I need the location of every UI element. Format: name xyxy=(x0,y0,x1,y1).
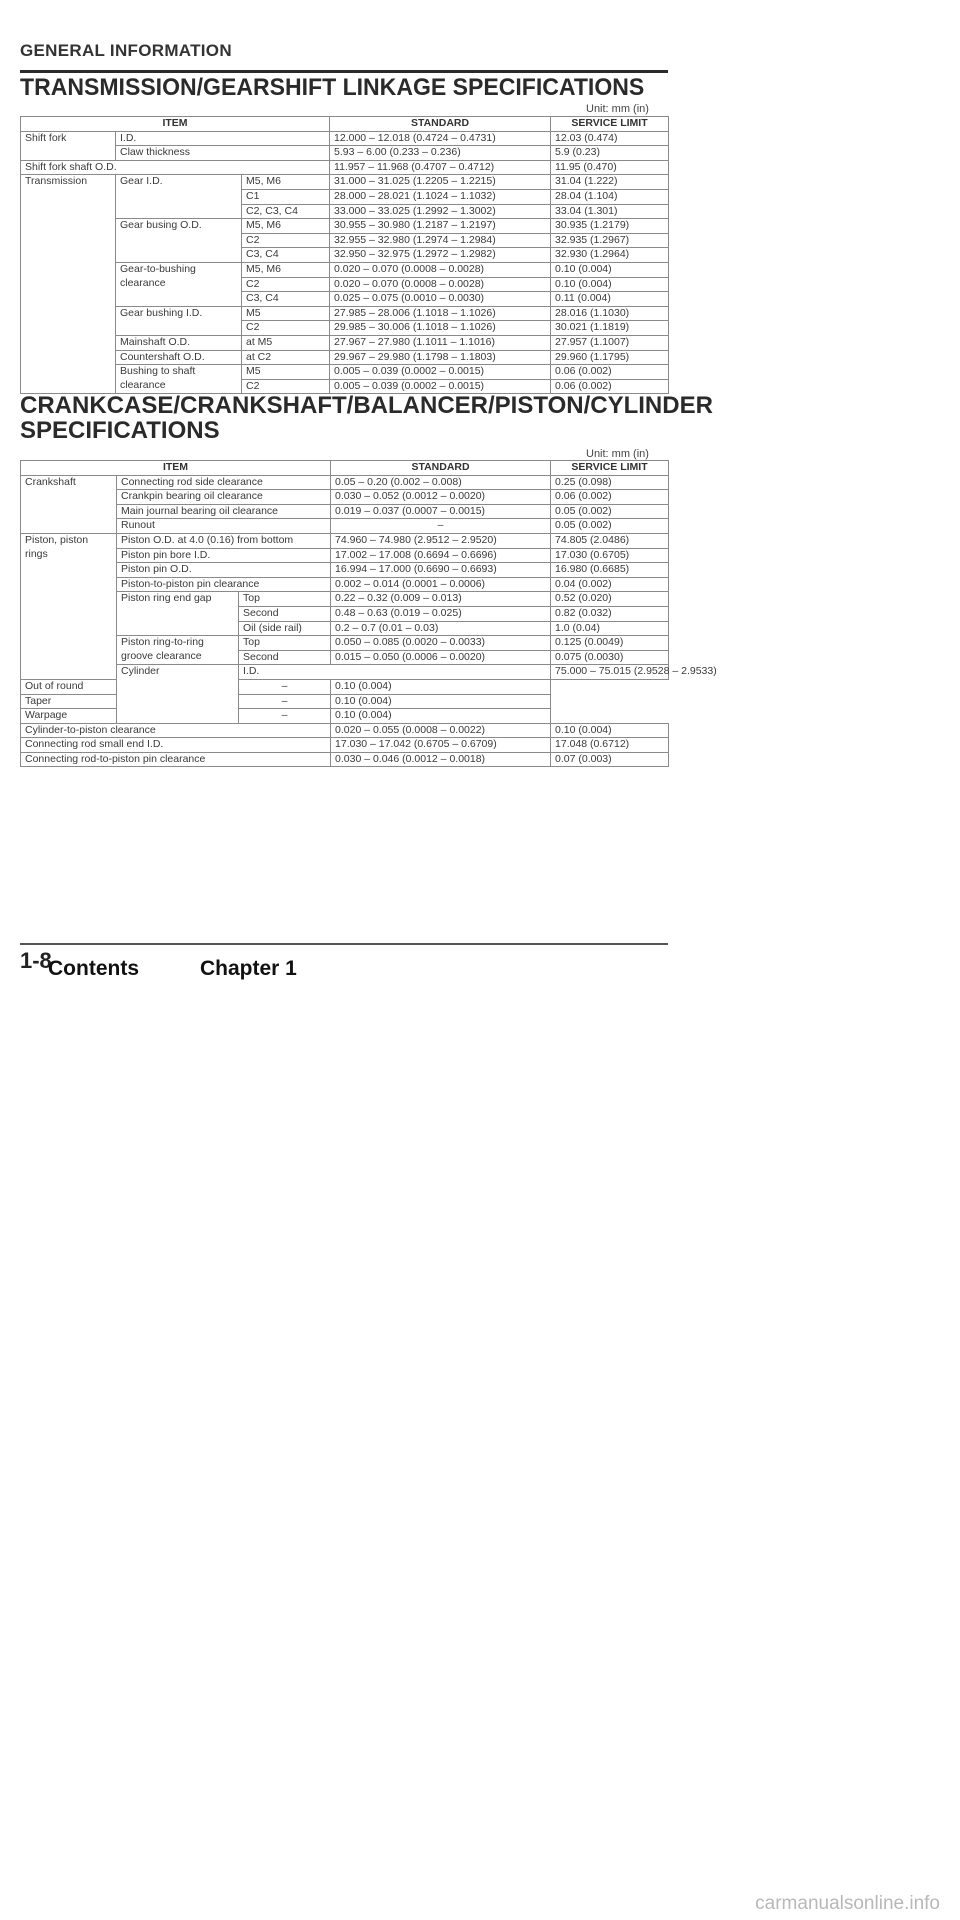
standard-cell: 16.994 – 17.000 (0.6690 – 0.6693) xyxy=(331,563,551,578)
table-row xyxy=(21,665,669,680)
standard-cell: 11.957 – 11.968 (0.4707 – 0.4712) xyxy=(330,160,551,175)
standard-cell: 0.025 – 0.075 (0.0010 – 0.0030) xyxy=(330,292,551,307)
item-cell: Connecting rod-to-piston pin clearance xyxy=(21,752,331,767)
table-header-row xyxy=(21,461,669,476)
standard-cell: 0.22 – 0.32 (0.009 – 0.013) xyxy=(331,592,551,607)
limit-cell: 5.9 (0.23) xyxy=(551,146,669,161)
item-cell: Gear busing O.D. xyxy=(116,219,242,263)
table-row xyxy=(21,131,669,146)
unit-label: Unit: mm (in) xyxy=(586,103,649,115)
standard-cell: 0.050 – 0.085 (0.0020 – 0.0033) xyxy=(331,636,551,651)
item-cell: Countershaft O.D. xyxy=(116,350,242,365)
item-cell: Shift fork shaft O.D. xyxy=(21,160,330,175)
standard-cell: 0.020 – 0.070 (0.0008 – 0.0028) xyxy=(330,277,551,292)
standard-cell: 32.950 – 32.975 (1.2972 – 1.2982) xyxy=(330,248,551,263)
table-row xyxy=(21,723,669,738)
limit-cell: 0.10 (0.004) xyxy=(551,262,669,277)
limit-cell: 16.980 (0.6685) xyxy=(551,563,669,578)
limit-cell: 0.10 (0.004) xyxy=(331,694,551,709)
limit-cell: 0.52 (0.020) xyxy=(551,592,669,607)
standard-cell: – xyxy=(331,519,551,534)
standard-cell: 5.93 – 6.00 (0.233 – 0.236) xyxy=(330,146,551,161)
chapter-link[interactable]: Chapter 1 xyxy=(200,957,297,980)
limit-cell: 32.930 (1.2964) xyxy=(551,248,669,263)
standard-cell: 17.030 – 17.042 (0.6705 – 0.6709) xyxy=(331,738,551,753)
watermark: carmanualsonline.info xyxy=(755,1893,940,1914)
limit-cell: 0.82 (0.032) xyxy=(551,606,669,621)
item-cell: Taper xyxy=(21,694,239,709)
standard-cell: 0.020 – 0.070 (0.0008 – 0.0028) xyxy=(330,262,551,277)
item-cell: Gear I.D. xyxy=(116,175,242,219)
unit-label: Unit: mm (in) xyxy=(586,448,649,460)
limit-cell: 31.04 (1.222) xyxy=(551,175,669,190)
standard-cell: 30.955 – 30.980 (1.2187 – 1.2197) xyxy=(330,219,551,234)
item-cell: Piston ring-to-ring groove clearance xyxy=(117,636,239,665)
row-group-label: Crankshaft xyxy=(21,475,117,533)
limit-cell: 0.10 (0.004) xyxy=(331,679,551,694)
standard-cell: 28.000 – 28.021 (1.1024 – 1.1032) xyxy=(330,189,551,204)
contents-link[interactable]: Contents xyxy=(48,957,139,980)
standard-cell: 0.030 – 0.052 (0.0012 – 0.0020) xyxy=(331,490,551,505)
limit-cell: 0.07 (0.003) xyxy=(551,752,669,767)
table-row xyxy=(21,533,669,548)
sub-item-cell: M5, M6 xyxy=(242,219,330,234)
sub-item-cell: M5 xyxy=(242,365,330,380)
item-cell: Piston pin bore I.D. xyxy=(117,548,331,563)
limit-cell: 0.10 (0.004) xyxy=(551,723,669,738)
table-row xyxy=(21,146,669,161)
standard-cell: 0.002 – 0.014 (0.0001 – 0.0006) xyxy=(331,577,551,592)
item-cell: Mainshaft O.D. xyxy=(116,335,242,350)
limit-cell: 0.06 (0.002) xyxy=(551,365,669,380)
table-row xyxy=(21,365,669,380)
table-row xyxy=(21,475,669,490)
standard-cell: 0.2 – 0.7 (0.01 – 0.03) xyxy=(331,621,551,636)
row-group-label: Shift fork xyxy=(21,131,116,160)
sub-item-cell: Second xyxy=(239,650,331,665)
sub-item-cell: Oil (side rail) xyxy=(239,621,331,636)
sub-item-cell: Top xyxy=(239,592,331,607)
table-row xyxy=(21,752,669,767)
standard-cell: 75.000 – 75.015 (2.9528 – 2.9533) xyxy=(551,665,669,680)
limit-cell: 0.10 (0.004) xyxy=(551,277,669,292)
item-cell: Piston ring end gap xyxy=(117,592,239,636)
item-cell: Connecting rod side clearance xyxy=(117,475,331,490)
standard-cell: 27.967 – 27.980 (1.1011 – 1.1016) xyxy=(330,335,551,350)
item-cell: Claw thickness xyxy=(116,146,330,161)
column-header-standard: STANDARD xyxy=(330,117,551,132)
limit-cell: 0.125 (0.0049) xyxy=(551,636,669,651)
table-row xyxy=(21,519,669,534)
table-row xyxy=(21,679,669,694)
limit-cell: 0.06 (0.002) xyxy=(551,490,669,505)
page-title: TRANSMISSION/GEARSHIFT LINKAGE SPECIFICATIONS xyxy=(20,74,645,101)
crankcase-spec-table xyxy=(20,460,717,767)
item-cell: Connecting rod small end I.D. xyxy=(21,738,331,753)
table-row xyxy=(21,219,669,234)
table-row xyxy=(21,350,669,365)
table-row xyxy=(21,577,669,592)
item-cell: Cylinder-to-piston clearance xyxy=(21,723,331,738)
standard-cell: 74.960 – 74.980 (2.9512 – 2.9520) xyxy=(331,533,551,548)
limit-cell: 17.030 (0.6705) xyxy=(551,548,669,563)
sub-item-cell: Top xyxy=(239,636,331,651)
item-cell: Piston O.D. at 4.0 (0.16) from bottom xyxy=(117,533,331,548)
table-header-row xyxy=(21,117,669,132)
limit-cell: 30.021 (1.1819) xyxy=(551,321,669,336)
item-cell: Piston pin O.D. xyxy=(117,563,331,578)
table-row xyxy=(21,175,669,190)
limit-cell: 0.10 (0.004) xyxy=(331,709,551,724)
item-cell: I.D. xyxy=(239,665,551,680)
item-cell: Warpage xyxy=(21,709,239,724)
sub-item-cell: Second xyxy=(239,606,331,621)
row-group-label: Transmission xyxy=(21,175,116,394)
standard-cell: – xyxy=(239,679,331,694)
standard-cell: 17.002 – 17.008 (0.6694 – 0.6696) xyxy=(331,548,551,563)
limit-cell: 0.04 (0.002) xyxy=(551,577,669,592)
sub-item-cell: C2 xyxy=(242,233,330,248)
column-header-item: ITEM xyxy=(21,117,330,132)
footer-divider xyxy=(20,943,668,945)
item-cell: Gear-to-bushing clearance xyxy=(116,262,242,306)
limit-cell: 0.25 (0.098) xyxy=(551,475,669,490)
sub-item-cell: C2, C3, C4 xyxy=(242,204,330,219)
standard-cell: 0.020 – 0.055 (0.0008 – 0.0022) xyxy=(331,723,551,738)
sub-item-cell: M5, M6 xyxy=(242,175,330,190)
sub-item-cell: C1 xyxy=(242,189,330,204)
limit-cell: 27.957 (1.1007) xyxy=(551,335,669,350)
limit-cell: 74.805 (2.0486) xyxy=(551,533,669,548)
limit-cell: 1.0 (0.04) xyxy=(551,621,669,636)
transmission-spec-table xyxy=(20,116,669,394)
row-group-label: Cylinder xyxy=(117,665,239,723)
limit-cell: 29.960 (1.1795) xyxy=(551,350,669,365)
table-row xyxy=(21,490,669,505)
item-cell: Piston-to-piston pin clearance xyxy=(117,577,331,592)
standard-cell: 0.005 – 0.039 (0.0002 – 0.0015) xyxy=(330,379,551,394)
limit-cell: 17.048 (0.6712) xyxy=(551,738,669,753)
sub-item-cell: C2 xyxy=(242,321,330,336)
sub-item-cell: at C2 xyxy=(242,350,330,365)
sub-item-cell: C2 xyxy=(242,379,330,394)
standard-cell: – xyxy=(239,694,331,709)
standard-cell: 27.985 – 28.006 (1.1018 – 1.1026) xyxy=(330,306,551,321)
standard-cell: – xyxy=(239,709,331,724)
limit-cell: 0.075 (0.0030) xyxy=(551,650,669,665)
standard-cell: 31.000 – 31.025 (1.2205 – 1.2215) xyxy=(330,175,551,190)
standard-cell: 0.005 – 0.039 (0.0002 – 0.0015) xyxy=(330,365,551,380)
table-row xyxy=(21,504,669,519)
standard-cell: 12.000 – 12.018 (0.4724 – 0.4731) xyxy=(330,131,551,146)
sub-item-cell: C3, C4 xyxy=(242,292,330,307)
table-row xyxy=(21,160,669,175)
limit-cell: 0.05 (0.002) xyxy=(551,519,669,534)
sub-item-cell: M5, M6 xyxy=(242,262,330,277)
item-cell: I.D. xyxy=(116,131,330,146)
table-row xyxy=(21,262,669,277)
limit-cell: 32.935 (1.2967) xyxy=(551,233,669,248)
standard-cell: 0.019 – 0.037 (0.0007 – 0.0015) xyxy=(331,504,551,519)
limit-cell: 11.95 (0.470) xyxy=(551,160,669,175)
limit-cell: 28.04 (1.104) xyxy=(551,189,669,204)
table-row xyxy=(21,694,669,709)
standard-cell: 29.985 – 30.006 (1.1018 – 1.1026) xyxy=(330,321,551,336)
table-row xyxy=(21,306,669,321)
column-header-item: ITEM xyxy=(21,461,331,476)
table-row xyxy=(21,592,669,607)
limit-cell: 0.11 (0.004) xyxy=(551,292,669,307)
column-header-limit: SERVICE LIMIT xyxy=(551,461,669,476)
standard-cell: 0.030 – 0.046 (0.0012 – 0.0018) xyxy=(331,752,551,767)
standard-cell: 33.000 – 33.025 (1.2992 – 1.3002) xyxy=(330,204,551,219)
sub-item-cell: C3, C4 xyxy=(242,248,330,263)
item-cell: Out of round xyxy=(21,679,239,694)
section-title: CRANKCASE/CRANKSHAFT/BALANCER/PISTON/CYLINDER SPECIFICATIONS xyxy=(20,392,713,444)
limit-cell: 12.03 (0.474) xyxy=(551,131,669,146)
item-cell: Bushing to shaft clearance xyxy=(116,365,242,394)
column-header-limit: SERVICE LIMIT xyxy=(551,117,669,132)
section-header-label: GENERAL INFORMATION xyxy=(20,41,232,60)
limit-cell: 0.05 (0.002) xyxy=(551,504,669,519)
column-header-standard: STANDARD xyxy=(331,461,551,476)
sub-item-cell: at M5 xyxy=(242,335,330,350)
item-cell: Main journal bearing oil clearance xyxy=(117,504,331,519)
standard-cell: 29.967 – 29.980 (1.1798 – 1.1803) xyxy=(330,350,551,365)
table-row xyxy=(21,548,669,563)
standard-cell: 0.015 – 0.050 (0.0006 – 0.0020) xyxy=(331,650,551,665)
standard-cell: 0.48 – 0.63 (0.019 – 0.025) xyxy=(331,606,551,621)
standard-cell: 32.955 – 32.980 (1.2974 – 1.2984) xyxy=(330,233,551,248)
table-row xyxy=(21,335,669,350)
standard-cell: 0.05 – 0.20 (0.002 – 0.008) xyxy=(331,475,551,490)
item-cell: Runout xyxy=(117,519,331,534)
sub-item-cell: C2 xyxy=(242,277,330,292)
limit-cell: 30.935 (1.2179) xyxy=(551,219,669,234)
table-row xyxy=(21,636,669,651)
limit-cell: 33.04 (1.301) xyxy=(551,204,669,219)
item-cell: Crankpin bearing oil clearance xyxy=(117,490,331,505)
item-cell: Gear bushing I.D. xyxy=(116,306,242,335)
limit-cell: 28.016 (1.1030) xyxy=(551,306,669,321)
table-row xyxy=(21,738,669,753)
row-group-label: Piston, piston rings xyxy=(21,533,117,679)
limit-cell: 0.06 (0.002) xyxy=(551,379,669,394)
page-number: 1-8 xyxy=(20,948,52,973)
table-row xyxy=(21,563,669,578)
sub-item-cell: M5 xyxy=(242,306,330,321)
table-row xyxy=(21,709,669,724)
header-divider xyxy=(20,70,668,73)
